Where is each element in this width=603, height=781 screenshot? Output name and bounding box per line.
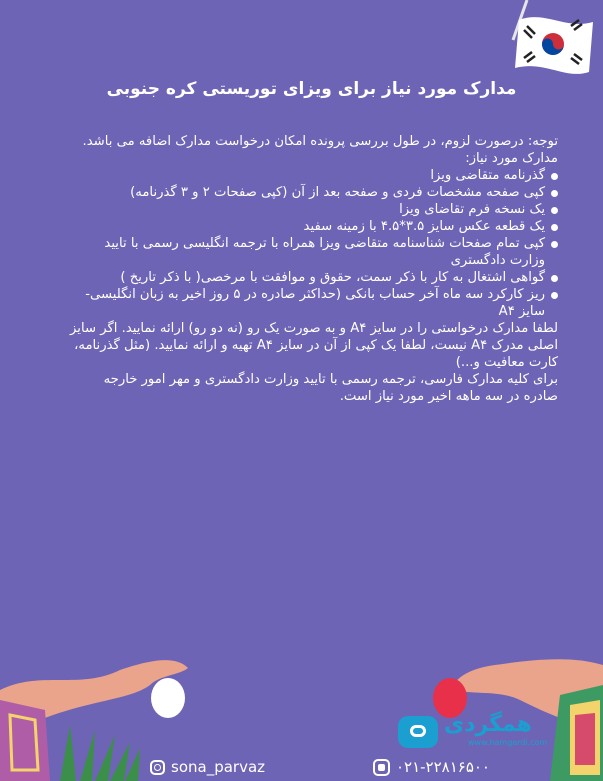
page-title: مدارک مورد نیاز برای ویزای توریستی کره جنوبی bbox=[106, 79, 517, 99]
list-heading: مدارک مورد نیاز: bbox=[465, 151, 558, 166]
note-a4-size: لطفا مدارک درخواستی را در سایز A۴ و به صورت یک رو (نه دو رو) ارائه نمایید. اگر سایز اصلی مدرک A۴ نیست، لطفا یک کپی از آن در سایز A۴ تهیه و ارائه نمایید. (مثل گذرنامه، کارت معافیت و...) bbox=[70, 321, 558, 370]
notice-text: توجه: درصورت لزوم، در طول بررسی پرونده امکان درخواست مدارک اضافه می باشد. bbox=[82, 134, 558, 149]
list-item: ریز کارکرد سه ماه آخر حساب بانکی (حداکثر صادره در ۵ روز اخیر به زبان انگلیسی- سایز A۴ bbox=[70, 286, 558, 320]
list-item: گذرنامه متقاضی ویزا bbox=[70, 167, 558, 184]
watermark-name: همگردی bbox=[444, 712, 532, 737]
watermark-url: www.hamgardi.com bbox=[468, 738, 548, 747]
list-item: یک قطعه عکس سایز ۳.۵*۴.۵ با زمینه سفید bbox=[70, 218, 558, 235]
list-item: گواهی اشتغال به کار با ذکر سمت، حقوق و موافقت با مرخصی( با ذکر تاریخ ) bbox=[70, 269, 558, 286]
instagram-contact[interactable] bbox=[150, 758, 265, 776]
instagram-handle: sona_parvaz bbox=[171, 758, 266, 776]
note-translation: برای کلیه مدارک فارسی، ترجمه رسمی با تایید وزارت دادگستری و مهر امور خارجه صادره در سه ماهه اخیر مورد نیاز است. bbox=[103, 372, 558, 404]
hamgardi-logo-icon bbox=[398, 716, 438, 748]
hamgardi-watermark bbox=[398, 712, 568, 752]
phone-number: ۰۲۱-۲۲۸۱۶۵۰۰ bbox=[395, 758, 490, 776]
list-item: کپی تمام صفحات شناسنامه متقاضی ویزا همراه با ترجمه انگلیسی رسمی با تایید وزارت دادگستری bbox=[70, 235, 558, 269]
content-body bbox=[70, 133, 558, 405]
instagram-icon bbox=[150, 760, 165, 775]
list-item: یک نسخه فرم تقاضای ویزا bbox=[70, 201, 558, 218]
south-korea-flag-icon bbox=[505, 0, 603, 80]
footer bbox=[150, 753, 490, 781]
phone-icon bbox=[373, 759, 390, 776]
phone-contact[interactable] bbox=[373, 758, 490, 776]
documents-list bbox=[70, 167, 558, 320]
list-item: کپی صفحه مشخصات فردی و صفحه بعد از آن (کپی صفحات ۲ و ۳ گذرنامه) bbox=[70, 184, 558, 201]
